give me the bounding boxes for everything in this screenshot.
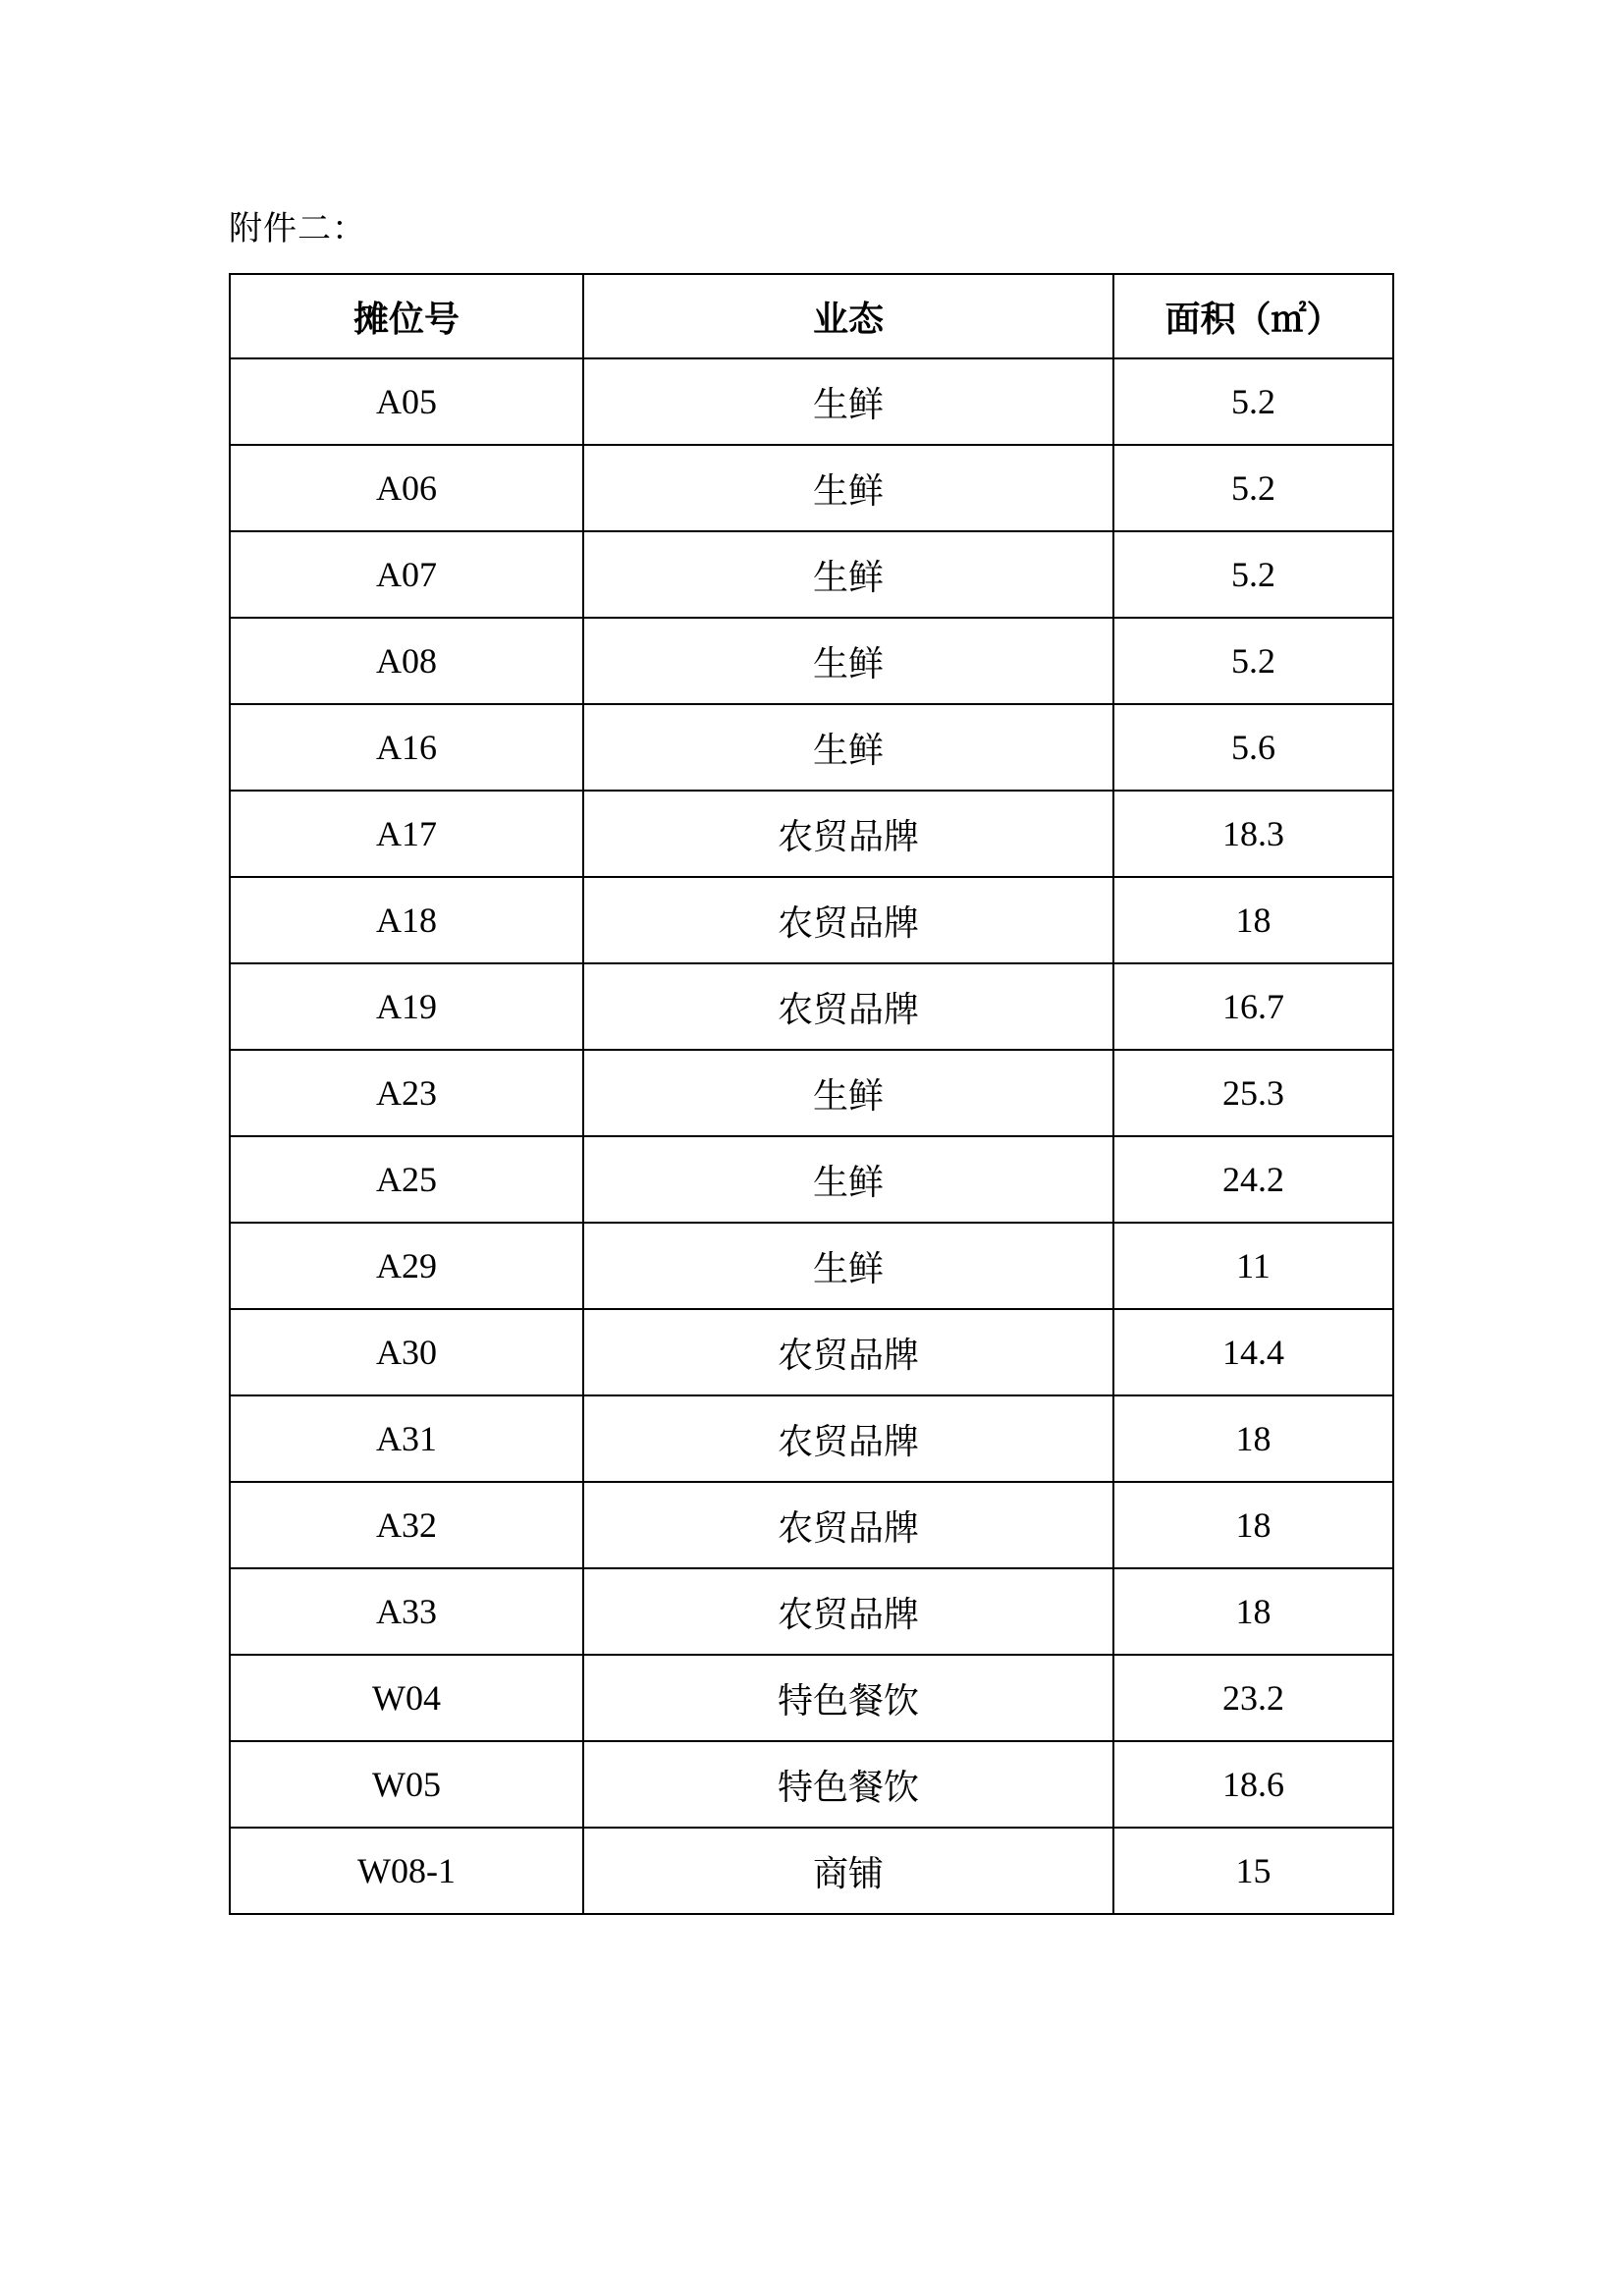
cell-stall: W05 <box>230 1741 583 1828</box>
table-row <box>230 791 1393 877</box>
cell-stall: A08 <box>230 618 583 704</box>
cell-area: 5.2 <box>1113 445 1393 531</box>
table-row <box>230 1050 1393 1136</box>
cell-stall: A19 <box>230 963 583 1050</box>
cell-stall: A32 <box>230 1482 583 1568</box>
cell-type: 生鲜 <box>583 704 1113 791</box>
table-row <box>230 1482 1393 1568</box>
table-header <box>230 274 1393 358</box>
cell-area: 18.6 <box>1113 1741 1393 1828</box>
table-row <box>230 445 1393 531</box>
cell-stall: A18 <box>230 877 583 963</box>
cell-area: 23.2 <box>1113 1655 1393 1741</box>
cell-type: 农贸品牌 <box>583 963 1113 1050</box>
cell-type: 生鲜 <box>583 445 1113 531</box>
column-header-stall: 摊位号 <box>230 274 583 358</box>
cell-type: 农贸品牌 <box>583 1395 1113 1482</box>
cell-area: 5.2 <box>1113 618 1393 704</box>
cell-type: 生鲜 <box>583 531 1113 618</box>
cell-stall: A06 <box>230 445 583 531</box>
cell-stall: A05 <box>230 358 583 445</box>
cell-type: 农贸品牌 <box>583 791 1113 877</box>
cell-type: 生鲜 <box>583 1050 1113 1136</box>
cell-area: 18 <box>1113 877 1393 963</box>
cell-stall: A23 <box>230 1050 583 1136</box>
table-row <box>230 1395 1393 1482</box>
cell-type: 生鲜 <box>583 1223 1113 1309</box>
cell-stall: A16 <box>230 704 583 791</box>
stall-table <box>229 273 1394 1915</box>
cell-area: 11 <box>1113 1223 1393 1309</box>
page-title: 附件二： <box>229 211 366 247</box>
table-row <box>230 531 1393 618</box>
cell-area: 18 <box>1113 1568 1393 1655</box>
cell-type: 生鲜 <box>583 618 1113 704</box>
cell-type: 农贸品牌 <box>583 1309 1113 1395</box>
cell-type: 农贸品牌 <box>583 1568 1113 1655</box>
cell-area: 18 <box>1113 1395 1393 1482</box>
cell-type: 生鲜 <box>583 358 1113 445</box>
cell-area: 18.3 <box>1113 791 1393 877</box>
table-row <box>230 618 1393 704</box>
cell-stall: A07 <box>230 531 583 618</box>
stall-table-container <box>229 273 1392 1915</box>
table-body <box>230 358 1393 1914</box>
cell-area: 18 <box>1113 1482 1393 1568</box>
cell-type: 生鲜 <box>583 1136 1113 1223</box>
table-row <box>230 358 1393 445</box>
cell-stall: A17 <box>230 791 583 877</box>
cell-area: 16.7 <box>1113 963 1393 1050</box>
table-row <box>230 704 1393 791</box>
cell-stall: A29 <box>230 1223 583 1309</box>
cell-stall: A25 <box>230 1136 583 1223</box>
table-row <box>230 1568 1393 1655</box>
table-row <box>230 1741 1393 1828</box>
cell-type: 特色餐饮 <box>583 1741 1113 1828</box>
cell-stall: A33 <box>230 1568 583 1655</box>
table-row <box>230 1655 1393 1741</box>
cell-stall: W08-1 <box>230 1828 583 1914</box>
cell-area: 25.3 <box>1113 1050 1393 1136</box>
table-row <box>230 1136 1393 1223</box>
cell-area: 15 <box>1113 1828 1393 1914</box>
table-row <box>230 877 1393 963</box>
cell-stall: W04 <box>230 1655 583 1741</box>
cell-type: 商铺 <box>583 1828 1113 1914</box>
table-row <box>230 1828 1393 1914</box>
table-header-row <box>230 274 1393 358</box>
cell-stall: A31 <box>230 1395 583 1482</box>
column-header-type: 业态 <box>583 274 1113 358</box>
cell-type: 农贸品牌 <box>583 877 1113 963</box>
cell-type: 特色餐饮 <box>583 1655 1113 1741</box>
table-row <box>230 1223 1393 1309</box>
column-header-area: 面积（㎡） <box>1113 274 1393 358</box>
table-row <box>230 963 1393 1050</box>
table-row <box>230 1309 1393 1395</box>
cell-stall: A30 <box>230 1309 583 1395</box>
cell-type: 农贸品牌 <box>583 1482 1113 1568</box>
cell-area: 24.2 <box>1113 1136 1393 1223</box>
cell-area: 5.6 <box>1113 704 1393 791</box>
cell-area: 14.4 <box>1113 1309 1393 1395</box>
cell-area: 5.2 <box>1113 358 1393 445</box>
cell-area: 5.2 <box>1113 531 1393 618</box>
